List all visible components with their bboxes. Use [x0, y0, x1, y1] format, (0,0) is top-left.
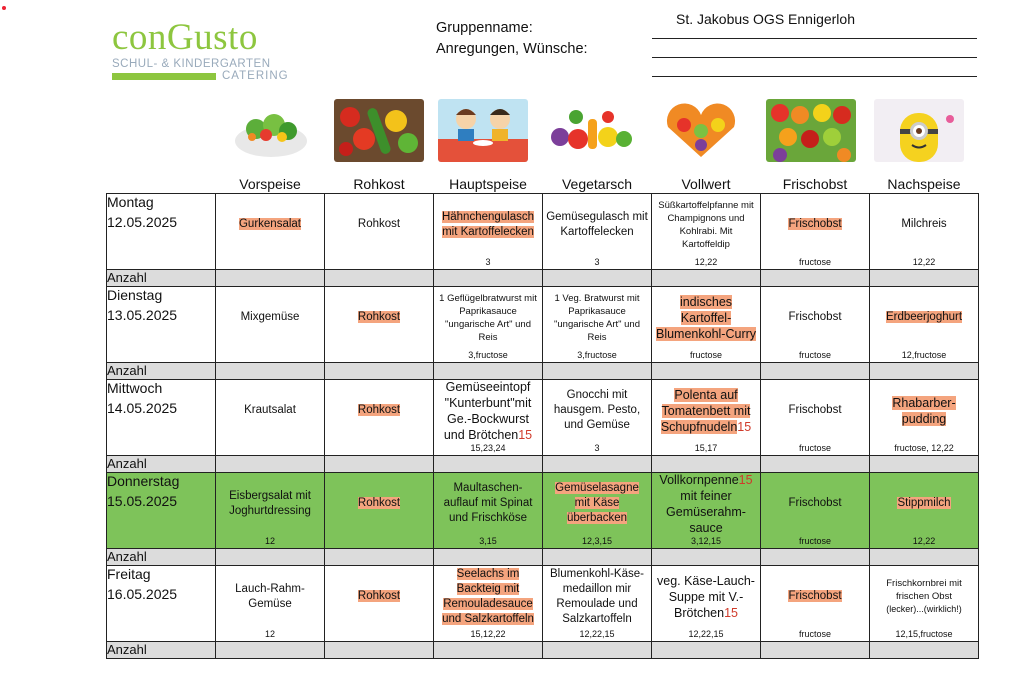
- logo-main-text: conGusto: [112, 17, 258, 58]
- allergen-mark: 15: [738, 472, 753, 487]
- count-input-cell[interactable]: [216, 549, 325, 566]
- dish-text: [546, 292, 648, 344]
- additive-codes: 3: [594, 257, 600, 267]
- day-row: [107, 566, 979, 642]
- count-label: Anzahl: [107, 642, 216, 659]
- day-label-cell: [107, 194, 216, 270]
- count-input-cell[interactable]: [870, 363, 979, 380]
- count-input-cell[interactable]: [761, 549, 870, 566]
- dish-name: Gemüsegulasch mit Kartoffelecken: [546, 210, 648, 238]
- dish-name: indisches Kartoffel-Blumenkohl-Curry: [655, 294, 757, 341]
- count-input-cell[interactable]: [434, 549, 543, 566]
- additive-codes: 3: [485, 257, 491, 267]
- column-header-vorspeise: Vorspeise: [239, 176, 301, 192]
- count-input-cell[interactable]: [870, 549, 979, 566]
- dish-text: [886, 310, 962, 325]
- count-input-cell[interactable]: [543, 549, 652, 566]
- additive-codes: 3,15: [479, 536, 497, 546]
- column-header-vollwert: Vollwert: [681, 176, 731, 192]
- count-input-cell[interactable]: [543, 363, 652, 380]
- fresh-fruit-icon: [766, 99, 856, 162]
- kids-eating-icon: [438, 99, 528, 162]
- dish-name: Rohkost: [357, 404, 401, 416]
- dish-text: [655, 199, 757, 251]
- additive-codes: 3: [594, 443, 600, 453]
- menu-cell: [652, 287, 761, 363]
- raw-vegetables-icon: [334, 99, 424, 162]
- count-row: [107, 363, 979, 380]
- additive-codes: 12,22,15: [579, 629, 615, 639]
- count-input-cell[interactable]: [216, 642, 325, 659]
- count-label: Anzahl: [107, 456, 216, 473]
- dish-name-continued: (lecker)...(wirklich!): [886, 604, 962, 614]
- menu-cell: [216, 380, 325, 456]
- dish-text: [358, 310, 400, 325]
- dish-text: [437, 292, 539, 344]
- menu-cell: [761, 194, 870, 270]
- dish-text: [437, 379, 539, 443]
- dish-name: Seelachs im Backteig mit Remouladesauce und Salzkartoffeln: [442, 567, 534, 625]
- count-label: Anzahl: [107, 549, 216, 566]
- dish-text: [788, 217, 841, 232]
- dish-name: Rohkost: [357, 311, 401, 323]
- salad-bowl-icon: [226, 99, 316, 162]
- dish-name: Gurkensalat: [238, 218, 301, 230]
- menu-cell: [870, 380, 979, 456]
- red-dot-mark: [2, 6, 6, 10]
- menu-cell: [434, 287, 543, 363]
- menu-cell: [870, 566, 979, 642]
- count-label: Anzahl: [107, 270, 216, 287]
- day-date: 14.05.2025: [107, 400, 178, 416]
- menu-cell: [325, 287, 434, 363]
- menu-cell: [870, 473, 979, 549]
- count-input-cell[interactable]: [325, 549, 434, 566]
- dish-name: Frischobst: [788, 590, 842, 602]
- wuensche-line-2: [652, 76, 977, 77]
- day-row: [107, 380, 979, 456]
- menu-cell: [325, 473, 434, 549]
- count-row: [107, 456, 979, 473]
- day-date: 12.05.2025: [107, 214, 178, 230]
- dish-name: 1 Geflügelbratwurst mit Paprikasauce "ungarische Art" und Reis: [439, 292, 537, 343]
- day-name: Montag: [107, 194, 154, 210]
- count-label: Anzahl: [107, 363, 216, 380]
- dish-name: Lauch-Rahm-Gemüse: [235, 582, 305, 610]
- additive-codes: 15,17: [694, 443, 718, 453]
- dish-text: [241, 310, 300, 325]
- dish-text: [244, 403, 296, 418]
- count-input-cell[interactable]: [761, 642, 870, 659]
- count-row: [107, 549, 979, 566]
- menu-cell: [652, 566, 761, 642]
- count-input-cell[interactable]: [543, 456, 652, 473]
- dish-name: Frischobst: [788, 497, 842, 509]
- menu-cell: [216, 194, 325, 270]
- day-name: Mittwoch: [107, 380, 163, 396]
- count-input-cell[interactable]: [652, 549, 761, 566]
- allergen-mark: 15: [518, 427, 533, 442]
- dish-name: 1 Veg. Bratwurst mit Paprikasauce "ungarische Art" und Reis: [554, 292, 640, 343]
- day-row: [107, 287, 979, 363]
- count-input-cell[interactable]: [761, 456, 870, 473]
- day-name: Donnerstag: [107, 473, 180, 489]
- menu-table: [106, 193, 979, 659]
- count-input-cell[interactable]: [325, 456, 434, 473]
- dish-text: [655, 387, 757, 435]
- column-header-hauptspeise: Hauptspeise: [449, 176, 527, 192]
- additive-codes: 12,22,15: [688, 629, 724, 639]
- dish-name: Frischobst: [788, 218, 842, 230]
- day-name: Freitag: [107, 566, 151, 582]
- menu-cell: [543, 473, 652, 549]
- dish-name: Gemüseeintopf "Kunterbunt"mit Ge.-Bockwurst und Brötchen: [443, 379, 532, 442]
- column-header-nachspeise: Nachspeise: [887, 176, 961, 192]
- count-input-cell[interactable]: [870, 270, 979, 287]
- menu-cell: [870, 287, 979, 363]
- menu-cell: [761, 566, 870, 642]
- dish-text: [437, 210, 539, 240]
- count-input-cell[interactable]: [434, 270, 543, 287]
- allergen-mark: 15: [724, 605, 738, 620]
- count-input-cell[interactable]: [434, 456, 543, 473]
- dish-text: [788, 403, 841, 418]
- dish-text: [788, 496, 841, 511]
- menu-cell: [761, 287, 870, 363]
- day-label-cell: [107, 287, 216, 363]
- day-label-cell: [107, 473, 216, 549]
- dish-name: Mixgemüse: [240, 311, 300, 323]
- dish-text: [546, 210, 648, 240]
- dish-name: Gemüselasagne mit Käse überbacken: [555, 482, 639, 524]
- dish-name: Blumenkohl-Käse-medaillon mir Remoulade und Salzkartoffeln: [550, 567, 644, 625]
- additive-codes: 15,23,24: [470, 443, 506, 453]
- count-input-cell[interactable]: [652, 363, 761, 380]
- dish-name: Gnocchi mit hausgem. Pesto, und Gemüse: [553, 389, 641, 431]
- wuensche-label: Anregungen, Wünsche:: [436, 41, 588, 57]
- additive-codes: fructose: [798, 257, 831, 267]
- menu-cell: [543, 380, 652, 456]
- additive-codes: 3,fructose: [468, 350, 508, 360]
- dish-text: [897, 496, 950, 511]
- menu-cell: [652, 194, 761, 270]
- count-row: [107, 642, 979, 659]
- day-label-cell: [107, 380, 216, 456]
- day-date: 16.05.2025: [107, 586, 178, 602]
- dish-text: [655, 294, 757, 342]
- menu-cell: [325, 566, 434, 642]
- additive-codes: fructose: [798, 629, 831, 639]
- menu-cell: [434, 194, 543, 270]
- dish-name: Süßkartoffelpfanne mit Champignons und Kohlrabi. Mit Kartoffeldip: [658, 199, 754, 250]
- menu-cell: [761, 473, 870, 549]
- menu-cell: [761, 380, 870, 456]
- dish-name: Rohkost: [357, 590, 401, 602]
- dish-name: Frischobst: [788, 404, 842, 416]
- congusto-logo: [112, 18, 292, 82]
- dish-name-continued: mit feiner Gemüserahm-sauce: [666, 488, 746, 535]
- day-date: 15.05.2025: [107, 493, 178, 509]
- menu-cell: [325, 380, 434, 456]
- dish-text: [239, 217, 301, 232]
- dish-text: [546, 567, 648, 627]
- count-row: [107, 270, 979, 287]
- day-row: [107, 194, 979, 270]
- dish-text: [546, 388, 648, 433]
- additive-codes: fructose: [798, 443, 831, 453]
- logo-subtitle-2-text: CATERING: [222, 70, 289, 82]
- menu-cell: [325, 194, 434, 270]
- count-input-cell[interactable]: [543, 270, 652, 287]
- column-header-vegetarisch: Vegetarsch: [561, 176, 633, 192]
- count-input-cell[interactable]: [870, 642, 979, 659]
- dish-name: Krautsalat: [244, 404, 296, 416]
- dish-text: [219, 489, 321, 519]
- count-input-cell[interactable]: [652, 270, 761, 287]
- menu-cell: [543, 566, 652, 642]
- dish-name: Hähnchengulasch mit Kartoffelecken: [441, 210, 535, 238]
- dish-text: [546, 481, 648, 526]
- count-input-cell[interactable]: [870, 456, 979, 473]
- additive-codes: 12,22: [694, 257, 718, 267]
- dish-name: Frischobst: [788, 311, 842, 323]
- day-row: [107, 473, 979, 549]
- additive-codes: fructose, 12,22: [894, 443, 954, 453]
- dish-name: Rohkost: [357, 497, 401, 509]
- dish-name: Eisbergsalat mit Joghurtdressing: [229, 489, 311, 517]
- dish-text: [358, 496, 400, 511]
- logo-green-bar: [112, 73, 216, 80]
- count-input-cell[interactable]: [761, 363, 870, 380]
- count-input-cell[interactable]: [434, 642, 543, 659]
- day-label-cell: [107, 566, 216, 642]
- gruppenname-value: St. Jakobus OGS Ennigerloh: [676, 11, 855, 27]
- dish-name: Rhabarber-pudding: [892, 395, 956, 426]
- dish-text: [873, 577, 975, 616]
- day-date: 13.05.2025: [107, 307, 178, 323]
- gruppenname-label: Gruppenname:: [436, 20, 533, 36]
- additive-codes: fructose: [689, 350, 722, 360]
- additive-codes: fructose: [798, 536, 831, 546]
- dish-text: [873, 395, 975, 427]
- gruppenname-line: [652, 38, 977, 39]
- menu-cell: [652, 380, 761, 456]
- dish-text: [655, 573, 757, 621]
- count-input-cell[interactable]: [216, 363, 325, 380]
- dish-name: Erdbeerjoghurt: [885, 311, 963, 323]
- menu-cell: [434, 566, 543, 642]
- count-input-cell[interactable]: [325, 270, 434, 287]
- additive-codes: 12,15,fructose: [895, 629, 953, 639]
- dish-name: veg. Käse-Lauch-Suppe mit V.-Brötchen: [657, 573, 755, 620]
- count-input-cell[interactable]: [325, 642, 434, 659]
- count-input-cell[interactable]: [543, 642, 652, 659]
- allergen-mark: 15: [737, 419, 752, 434]
- dish-text: [219, 582, 321, 612]
- dish-text: [358, 589, 400, 604]
- menu-cell: [543, 287, 652, 363]
- additive-codes: 12: [264, 536, 275, 546]
- dish-name: Vollkornpenne: [659, 472, 739, 487]
- additive-codes: fructose: [798, 350, 831, 360]
- count-input-cell[interactable]: [216, 270, 325, 287]
- count-input-cell[interactable]: [652, 642, 761, 659]
- column-header-frischobst: Frischobst: [782, 176, 848, 192]
- count-input-cell[interactable]: [216, 456, 325, 473]
- fruit-heart-icon: [656, 99, 746, 162]
- menu-cell: [870, 194, 979, 270]
- additive-codes: 12,22: [912, 536, 936, 546]
- menu-cell: [216, 566, 325, 642]
- additive-codes: 3,12,15: [690, 536, 722, 546]
- menu-cell: [434, 473, 543, 549]
- additive-codes: 12: [264, 629, 275, 639]
- menu-cell: [652, 473, 761, 549]
- wuensche-line-1: [652, 57, 977, 58]
- dish-name: Frischkornbrei mit frischen Obst: [886, 578, 962, 602]
- dish-name: Maultaschen-auflauf mit Spinat und Frischköse: [443, 482, 533, 524]
- dish-text: [655, 472, 757, 536]
- day-name: Dienstag: [107, 287, 163, 303]
- menu-cell: [216, 473, 325, 549]
- dish-text: [901, 217, 946, 232]
- dish-text: [437, 481, 539, 526]
- additive-codes: 12,fructose: [901, 350, 947, 360]
- dish-text: [358, 217, 400, 232]
- dish-text: [358, 403, 400, 418]
- additive-codes: 12,22: [912, 257, 936, 267]
- logo-subtitle-1: SCHUL- & KINDERGARTEN: [112, 58, 271, 70]
- additive-codes: 3,fructose: [577, 350, 617, 360]
- dish-name: Milchreis: [901, 218, 947, 230]
- dish-text: [788, 310, 841, 325]
- dish-text: [437, 567, 539, 627]
- menu-cell: [434, 380, 543, 456]
- logo-subtitle-2: [112, 70, 292, 82]
- count-input-cell[interactable]: [652, 456, 761, 473]
- count-input-cell[interactable]: [761, 270, 870, 287]
- minion-dessert-icon: [874, 99, 964, 162]
- menu-cell: [216, 287, 325, 363]
- additive-codes: 15,12,22: [470, 629, 506, 639]
- dish-name: Stippmilch: [897, 497, 951, 509]
- column-header-rohkost: Rohkost: [353, 176, 405, 192]
- vegetable-characters-icon: [546, 99, 636, 162]
- dish-name: Rohkost: [357, 218, 401, 230]
- count-input-cell[interactable]: [325, 363, 434, 380]
- menu-cell: [543, 194, 652, 270]
- count-input-cell[interactable]: [434, 363, 543, 380]
- dish-text: [788, 589, 841, 604]
- additive-codes: 12,3,15: [581, 536, 613, 546]
- dish-name: Polenta auf Tomatenbett mit Schupfnudeln: [660, 387, 751, 434]
